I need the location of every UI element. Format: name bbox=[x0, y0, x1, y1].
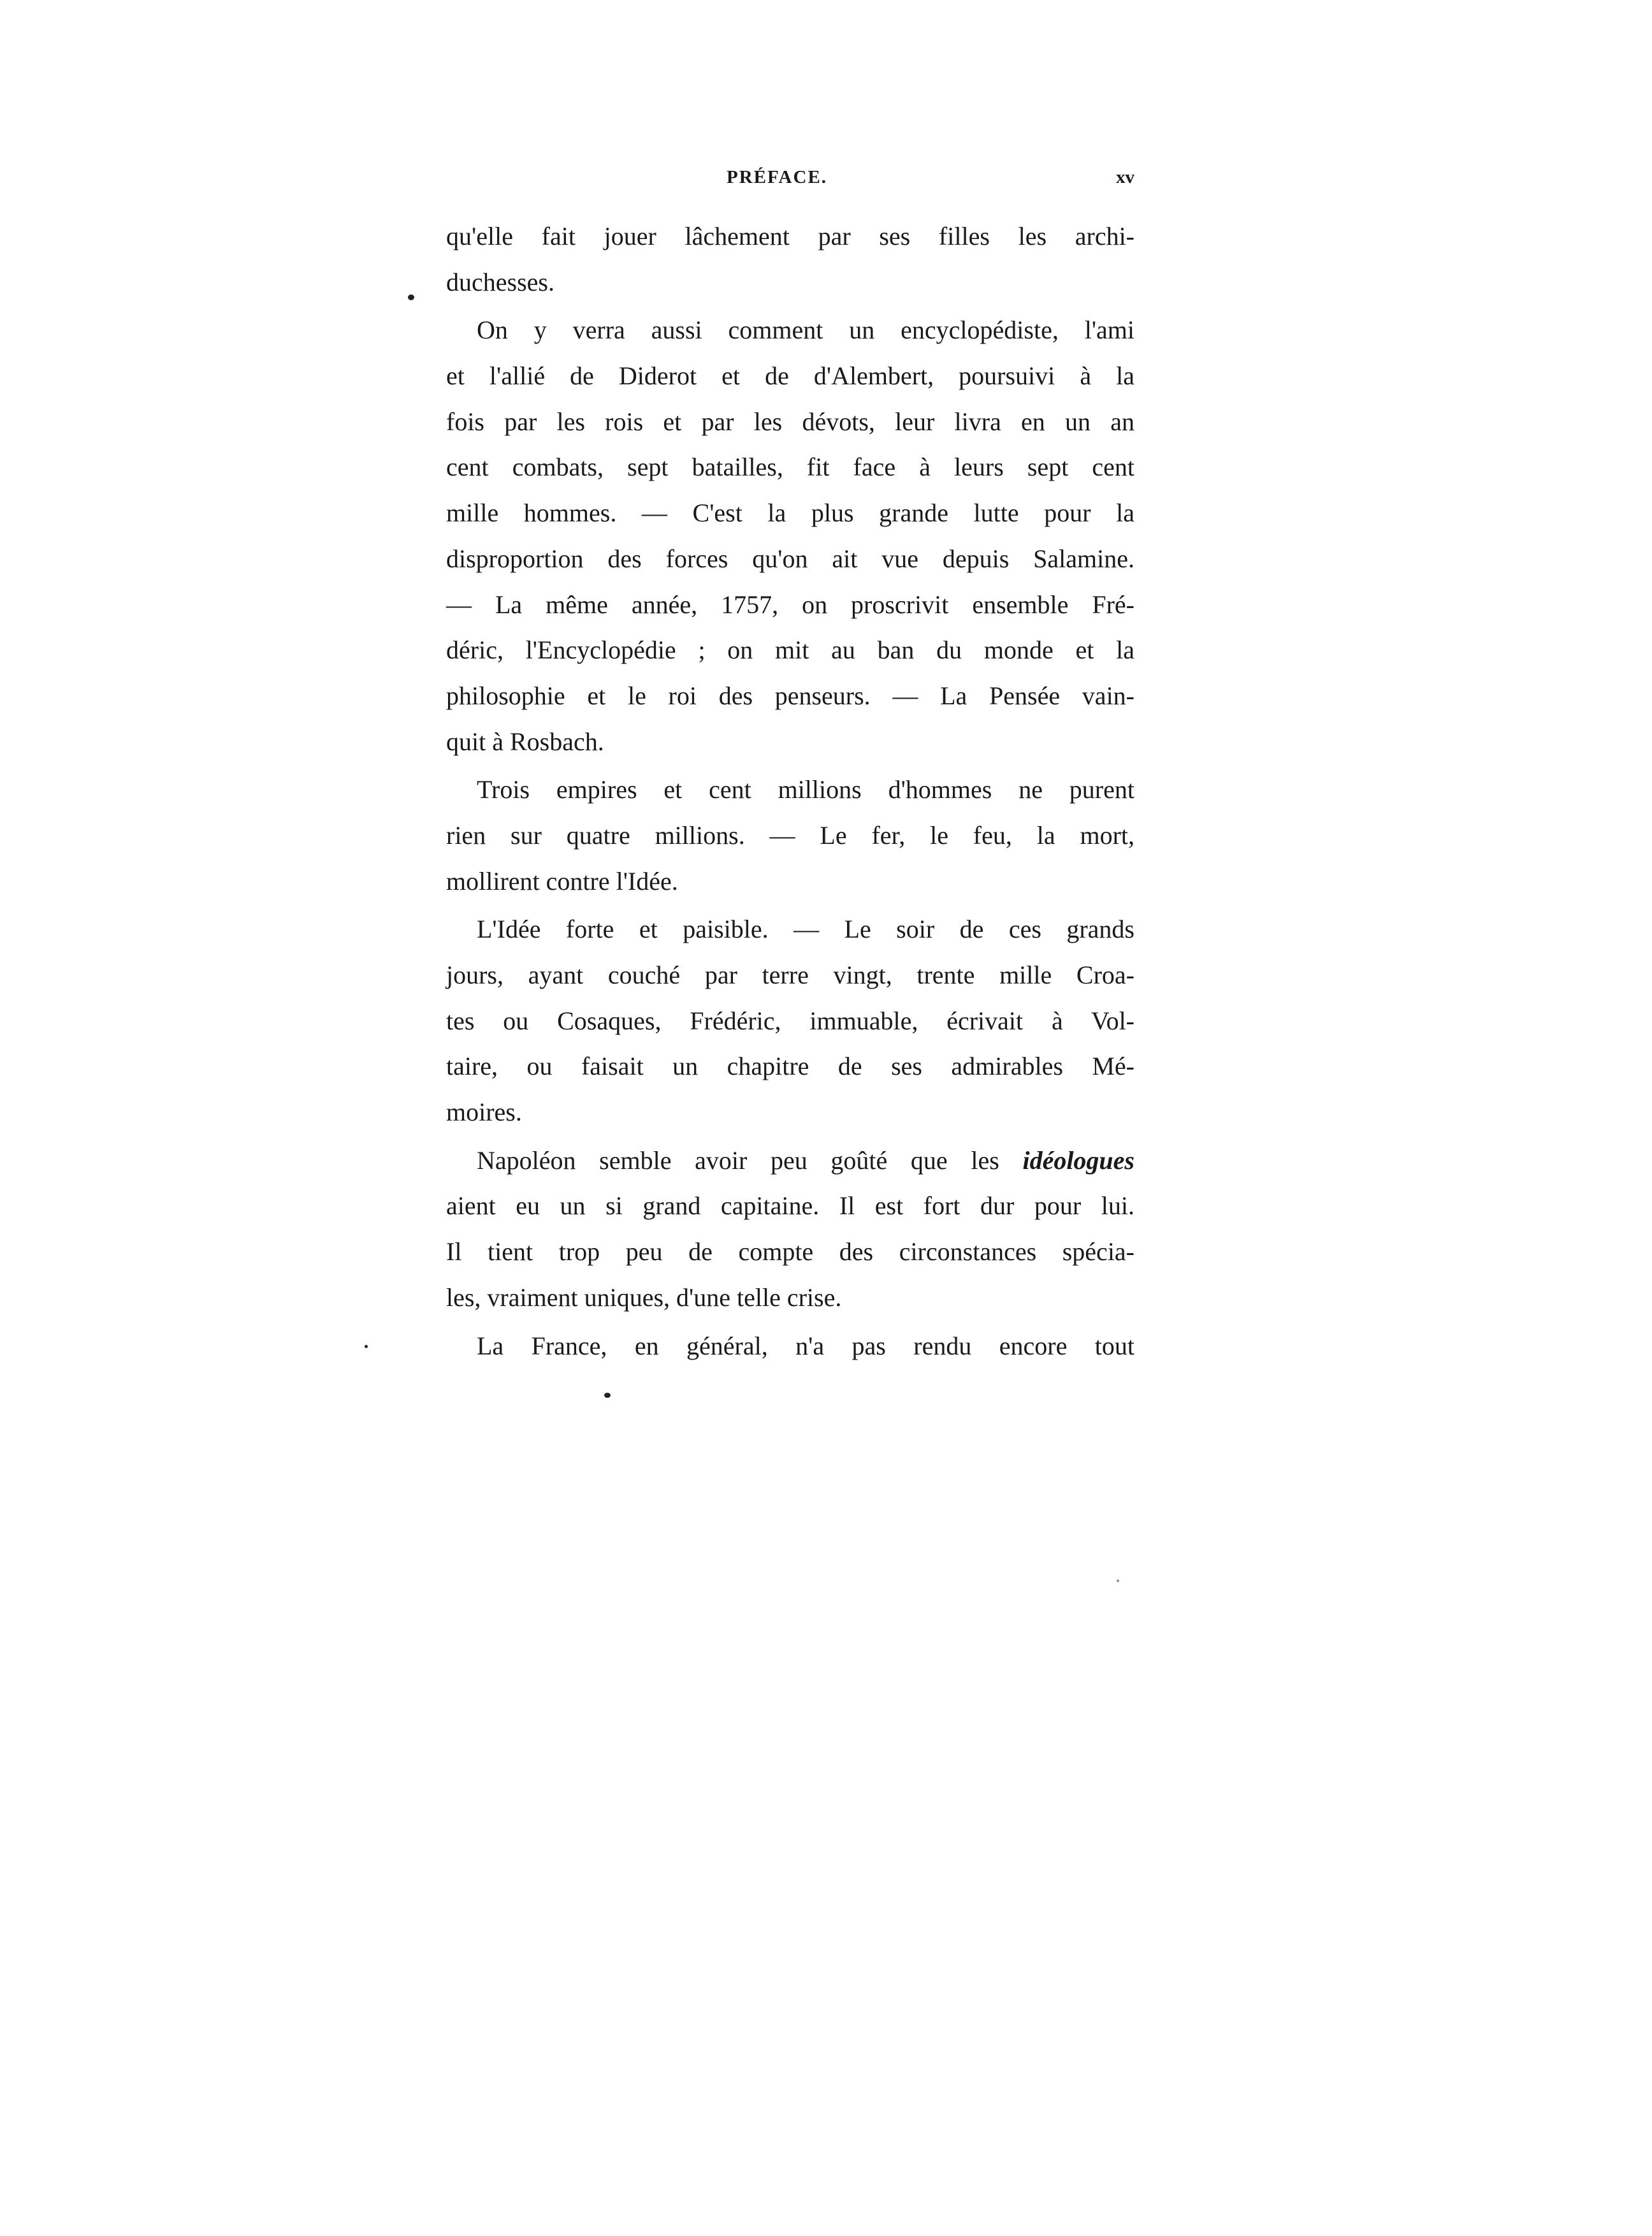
text-line: disproportion des forces qu'on ait vue depuis Salamine. bbox=[446, 544, 1134, 573]
text-line: tes ou Cosaques, Frédéric, immuable, écrivait à Vol- bbox=[446, 1006, 1134, 1035]
body-text bbox=[446, 214, 1134, 1368]
paragraph-first-line: Trois empires et cent millions d'hommes ne purent bbox=[477, 775, 1134, 804]
text-run: Napoléon semble avoir peu goûté que les bbox=[477, 1145, 1023, 1175]
running-head: PRÉFACE. bbox=[727, 167, 828, 187]
text-line: taire, ou faisait un chapitre de ses admirables Mé- bbox=[446, 1052, 1134, 1081]
text-line: duchesses. bbox=[446, 267, 554, 296]
text-line: jours, ayant couché par terre vingt, trente mille Croa- bbox=[446, 961, 1134, 989]
text-line: fois par les rois et par les dévots, leur livra en un an bbox=[446, 407, 1134, 436]
text-line: rien sur quatre millions. — Le fer, le feu, la mort, bbox=[446, 820, 1134, 850]
text-line: quit à Rosbach. bbox=[446, 727, 604, 756]
page-number: xv bbox=[1116, 167, 1134, 187]
emphasized-word: idéologues bbox=[1022, 1145, 1134, 1175]
text-line: — La même année, 1757, on proscrivit ensemble Fré- bbox=[446, 590, 1134, 619]
page-header bbox=[446, 167, 1134, 199]
text-line: moires. bbox=[446, 1098, 522, 1127]
text-line: et l'allié de Diderot et de d'Alembert, poursuivi à la bbox=[446, 361, 1134, 391]
text-line: mollirent contre l'Idée. bbox=[446, 866, 678, 896]
text-line: mille hommes. — C'est la plus grande lutte pour la bbox=[446, 498, 1134, 528]
ink-speck bbox=[365, 1345, 368, 1348]
paragraph-first-line: La France, en général, n'a pas rendu encore tout bbox=[477, 1331, 1134, 1360]
text-line: cent combats, sept batailles, fit face à leurs sept cent bbox=[446, 453, 1134, 482]
text-line: qu'elle fait jouer lâchement par ses filles les archi- bbox=[446, 222, 1134, 250]
text-line: Il tient trop peu de compte des circonstances spécia- bbox=[446, 1237, 1134, 1267]
text-line: philosophie et le roi des penseurs. — La Pensée vain- bbox=[446, 681, 1134, 710]
paragraph-first-line bbox=[446, 1138, 1134, 1184]
ink-speck bbox=[408, 294, 414, 300]
ink-speck bbox=[1117, 1579, 1119, 1582]
text-line: aient eu un si grand capitaine. Il est fort dur pour lui. bbox=[446, 1191, 1134, 1221]
text-line: les, vraiment uniques, d'une telle crise. bbox=[446, 1282, 842, 1312]
text-line: déric, l'Encyclopédie ; on mit au ban du monde et la bbox=[446, 635, 1134, 665]
paragraph-first-line: On y verra aussi comment un encyclopédiste, l'ami bbox=[477, 316, 1134, 345]
paragraph-first-line: L'Idée forte et paisible. — Le soir de ces grands bbox=[477, 915, 1134, 944]
ink-speck bbox=[604, 1393, 611, 1398]
